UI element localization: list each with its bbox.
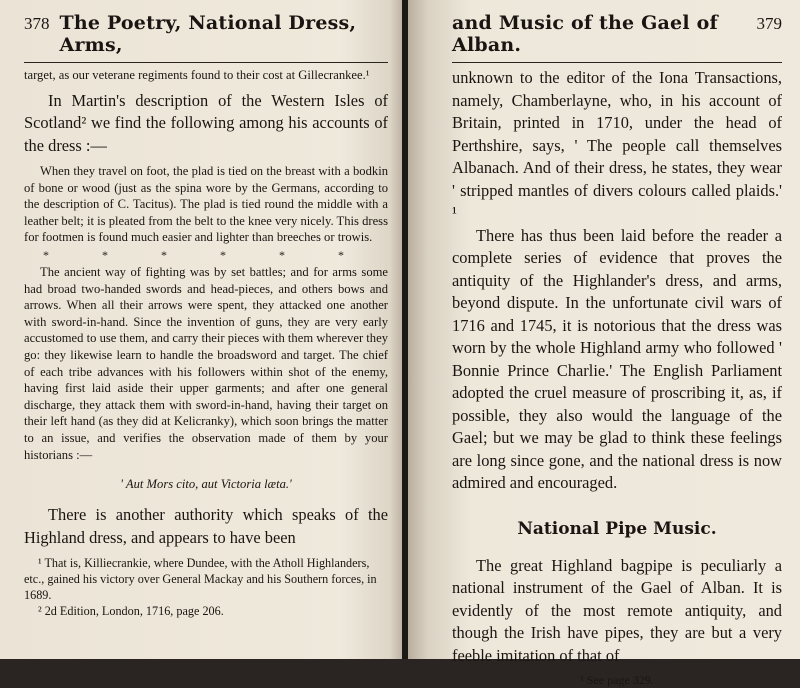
left-para-b: In Martin's description of the Western Isles of Scotland² we find the following among his accounts of the dress :— bbox=[24, 90, 388, 155]
left-running-head bbox=[24, 12, 388, 56]
right-footnote: ¹ See page 329. bbox=[580, 673, 654, 687]
right-page-number: 379 bbox=[756, 14, 782, 33]
right-para-b: There has thus been laid before the reader a complete series of evidence that proves the antiquity of the Highlander's dress, and arms, beyond dispute. In the unfortunate civil wars of 1716 and 1745, it is notorious that the dress was worn by the whole Highland army who followed ' Bonnie Prince Charlie.' The English Parliament adopted the cruel measure of proscribing it, as, if possible, they also would the language of the Gael; but we may be glad to think these feelings are long since gone, and the national dress is now admired and encouraged. bbox=[452, 225, 782, 492]
right-head-rule bbox=[452, 62, 782, 63]
right-para-c: The great Highland bagpipe is peculiarly a national instrument of the Gael of Alban. It is evidently of the most remote antiquity, and though the Irish have pipes, they are but a very feeble imitation of that of bbox=[452, 555, 782, 665]
left-footnote-2: ² 2d Edition, London, 1716, page 206. bbox=[38, 604, 224, 619]
left-stars: * * * * * * bbox=[43, 248, 369, 263]
left-quote-2: The ancient way of fighting was by set battles; and for arms some had broad two-handed swords and head-pieces, and others bows and arrows. When all their arrows were spent, they attacked one another with sword-in-hand. Since the invention of guns, they are very early accustomed to use them, and carry their pieces with them wherever they go: they likewise learn to handle the broadsword and target. The chief of each tribe advances with his followers within shot of the enemy, having first laid aside their upper garments; and after one general discharge, they attack them with sword-in-hand, having their target on their left hand (as they did at Kelicranky), which soon brings the matter to an issue, and verifies the observation made of them by your historians :— bbox=[24, 265, 388, 462]
left-para-c: There is another authority which speaks of the Highland dress, and appears to have been bbox=[24, 505, 388, 547]
left-page bbox=[0, 0, 402, 659]
left-para-a: target, as our veterane regiments found to their cost at Gillecrankee.¹ bbox=[24, 68, 370, 82]
left-footnote-1: ¹ That is, Killiecrankie, where Dundee, with the Atholl Highlanders, etc., gained his victory over General Mackay and his Southern forces, in 1689. bbox=[24, 556, 377, 603]
left-running-title: The Poetry, National Dress, Arms, bbox=[59, 12, 357, 56]
left-quote-1: When they travel on foot, the plad is tied on the breast with a bodkin of bone or wood (just as the spina wore by the Germans, according to the description of C. Tacitus). The plad is tied round the middle with a leather belt; it is pleated from the belt to the knee very nicely. This dress for footmen is found much easier and lighter than breeches or trowis. bbox=[24, 164, 388, 245]
right-running-title: and Music of the Gael of Alban. bbox=[452, 12, 718, 56]
section-title: National Pipe Music. bbox=[517, 518, 717, 539]
left-page-number: 378 bbox=[24, 14, 50, 33]
left-head-rule bbox=[24, 62, 388, 63]
left-latin-quote: ' Aut Mors cito, aut Victoria læta.' bbox=[120, 477, 292, 492]
right-para-a: unknown to the editor of the Iona Transactions, namely, Chamberlayne, who, in his account of Britain, printed in 1710, under the head of Perthshire, says, ' The people call themselves Albanach. And of their dress, he states, they wear ' stripped mantles of divers colours called plaids.' ¹ bbox=[452, 68, 782, 222]
right-page bbox=[408, 0, 800, 687]
right-running-head bbox=[452, 12, 782, 56]
